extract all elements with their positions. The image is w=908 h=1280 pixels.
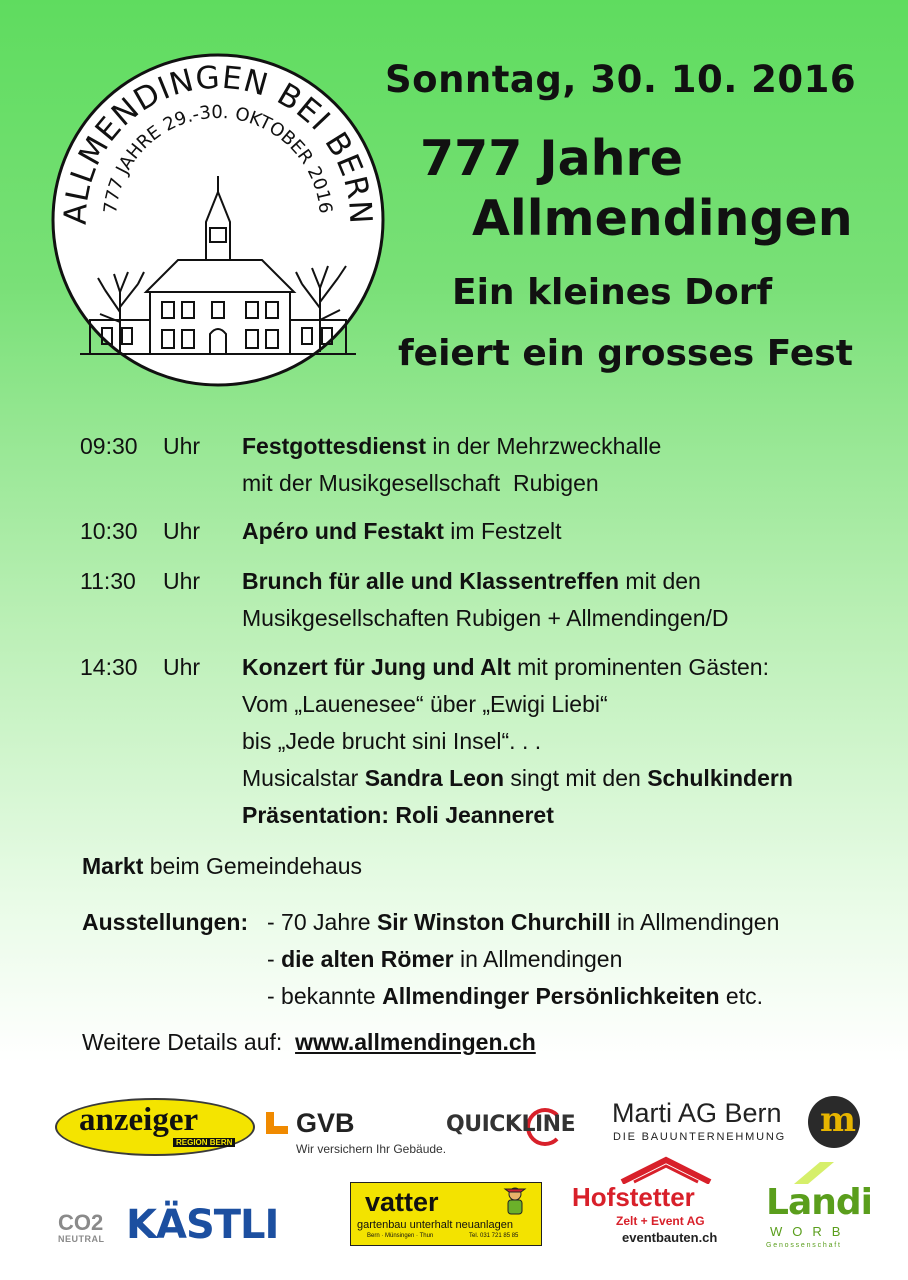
- vatter-name: vatter: [365, 1187, 439, 1217]
- text-line: Vom „Lauenesee“ über „Ewigi Liebi“: [242, 691, 608, 717]
- text-line: Musicalstar Sandra Leon singt mit den Schulkindern: [242, 765, 793, 791]
- quickline-logo: [446, 1108, 586, 1154]
- markt-label: Markt: [82, 853, 144, 879]
- marti-logo: [612, 1098, 862, 1148]
- program-desc-4: [242, 649, 882, 834]
- hofstetter-logo: [566, 1156, 736, 1246]
- details-line: [82, 1024, 536, 1061]
- seal-inner-text: 777 JAHRE 29.-30. OKTOBER 2016: [100, 101, 336, 215]
- text-line: - bekannte Allmendinger Persönlichkeiten etc.: [267, 983, 763, 1009]
- event-date: Sonntag, 30. 10. 2016: [385, 58, 857, 101]
- subtitle-line-2: feiert ein grosses Fest: [398, 333, 853, 374]
- text-line: Festgottesdienst in der Mehrzweckhalle: [242, 433, 662, 459]
- landi-logo: [758, 1160, 872, 1250]
- text-line: mit der Musikgesellschaft Rubigen: [242, 470, 599, 496]
- kastli-logo: [126, 1202, 322, 1250]
- text-line: Konzert für Jung und Alt mit prominenten Gästen:: [242, 654, 769, 680]
- landi-sub: WORB: [770, 1224, 851, 1239]
- co2-main: CO2: [58, 1210, 104, 1235]
- tent-roof-icon: [618, 1156, 714, 1184]
- seal-ring-text: ALLMENDINGEN BEI BERN: [57, 59, 379, 226]
- text-line: bis „Jede brucht sini Insel“. . .: [242, 728, 542, 754]
- co2-neutral-logo: [58, 1210, 114, 1246]
- anzeiger-sub: REGION BERN: [173, 1138, 235, 1147]
- vatter-sub: gartenbau unterhalt neuanlagen: [357, 1219, 513, 1231]
- program-desc-2: [242, 513, 882, 550]
- program-desc-1: [242, 428, 882, 502]
- program-time-2: 10:30: [80, 518, 138, 544]
- vatter-places: Bern · Münsingen · Thun: [367, 1233, 434, 1239]
- ausstellungen-label: Ausstellungen:: [82, 909, 249, 935]
- kastli-name: KÄSTLI: [126, 1202, 279, 1248]
- anzeiger-name: anzeiger: [79, 1102, 199, 1138]
- website-link[interactable]: www.allmendingen.ch: [295, 1029, 536, 1055]
- program-uhr-4: Uhr: [163, 654, 201, 680]
- text-line: Musikgesellschaften Rubigen + Allmendingen/D: [242, 605, 729, 631]
- gvb-logo: [266, 1108, 446, 1158]
- program-time-1: 09:30: [80, 433, 138, 459]
- gvb-name: GVB: [296, 1108, 355, 1138]
- title-line-2: Allmendingen: [472, 190, 853, 247]
- subtitle-line-1: Ein kleines Dorf: [452, 272, 773, 313]
- program-uhr-1: Uhr: [163, 433, 201, 459]
- markt-text: beim Gemeindehaus: [143, 853, 362, 879]
- program-time-3: 11:30: [80, 568, 136, 594]
- program-uhr-2: Uhr: [163, 518, 201, 544]
- details-text: Weitere Details auf:: [82, 1029, 283, 1055]
- vatter-phone: Tel. 031 721 85 85: [469, 1233, 519, 1239]
- text-line: Brunch für alle und Klassentreffen mit den: [242, 568, 701, 594]
- marti-sub: DIE BAUUNTERNEHMUNG: [613, 1131, 786, 1143]
- anzeiger-logo: [55, 1098, 255, 1156]
- text-line: - die alten Römer in Allmendingen: [267, 946, 623, 972]
- title-line-1: 777 Jahre: [420, 130, 683, 187]
- markt-line: [82, 848, 362, 885]
- ausstellungen-list: [267, 904, 887, 1015]
- hofstetter-name: Hofstetter: [572, 1182, 695, 1212]
- quickline-name: QUICKLINE: [446, 1112, 576, 1137]
- program-uhr-3: Uhr: [163, 568, 201, 594]
- hofstetter-sub: Zelt + Event AG: [616, 1214, 705, 1228]
- marti-name: Marti AG Bern: [612, 1098, 782, 1128]
- gvb-tagline: Wir versichern Ihr Gebäude.: [296, 1142, 447, 1156]
- program-desc-3: [242, 563, 882, 637]
- text-line: - 70 Jahre Sir Winston Churchill in Allmendingen: [267, 909, 780, 935]
- marti-mark: m: [820, 1100, 856, 1140]
- vatter-logo: [350, 1182, 542, 1246]
- anniversary-seal: [50, 52, 386, 388]
- text-line: Apéro und Festakt im Festzelt: [242, 518, 562, 544]
- text-line: Präsentation: Roli Jeanneret: [242, 802, 554, 828]
- landi-name: Landi: [766, 1182, 872, 1223]
- co2-sub: NEUTRAL: [58, 1234, 105, 1244]
- gardener-figure-icon: [499, 1185, 531, 1217]
- landi-coop: Genossenschaft: [766, 1242, 842, 1249]
- hofstetter-url: eventbauten.ch: [622, 1230, 718, 1245]
- program-time-4: 14:30: [80, 654, 138, 680]
